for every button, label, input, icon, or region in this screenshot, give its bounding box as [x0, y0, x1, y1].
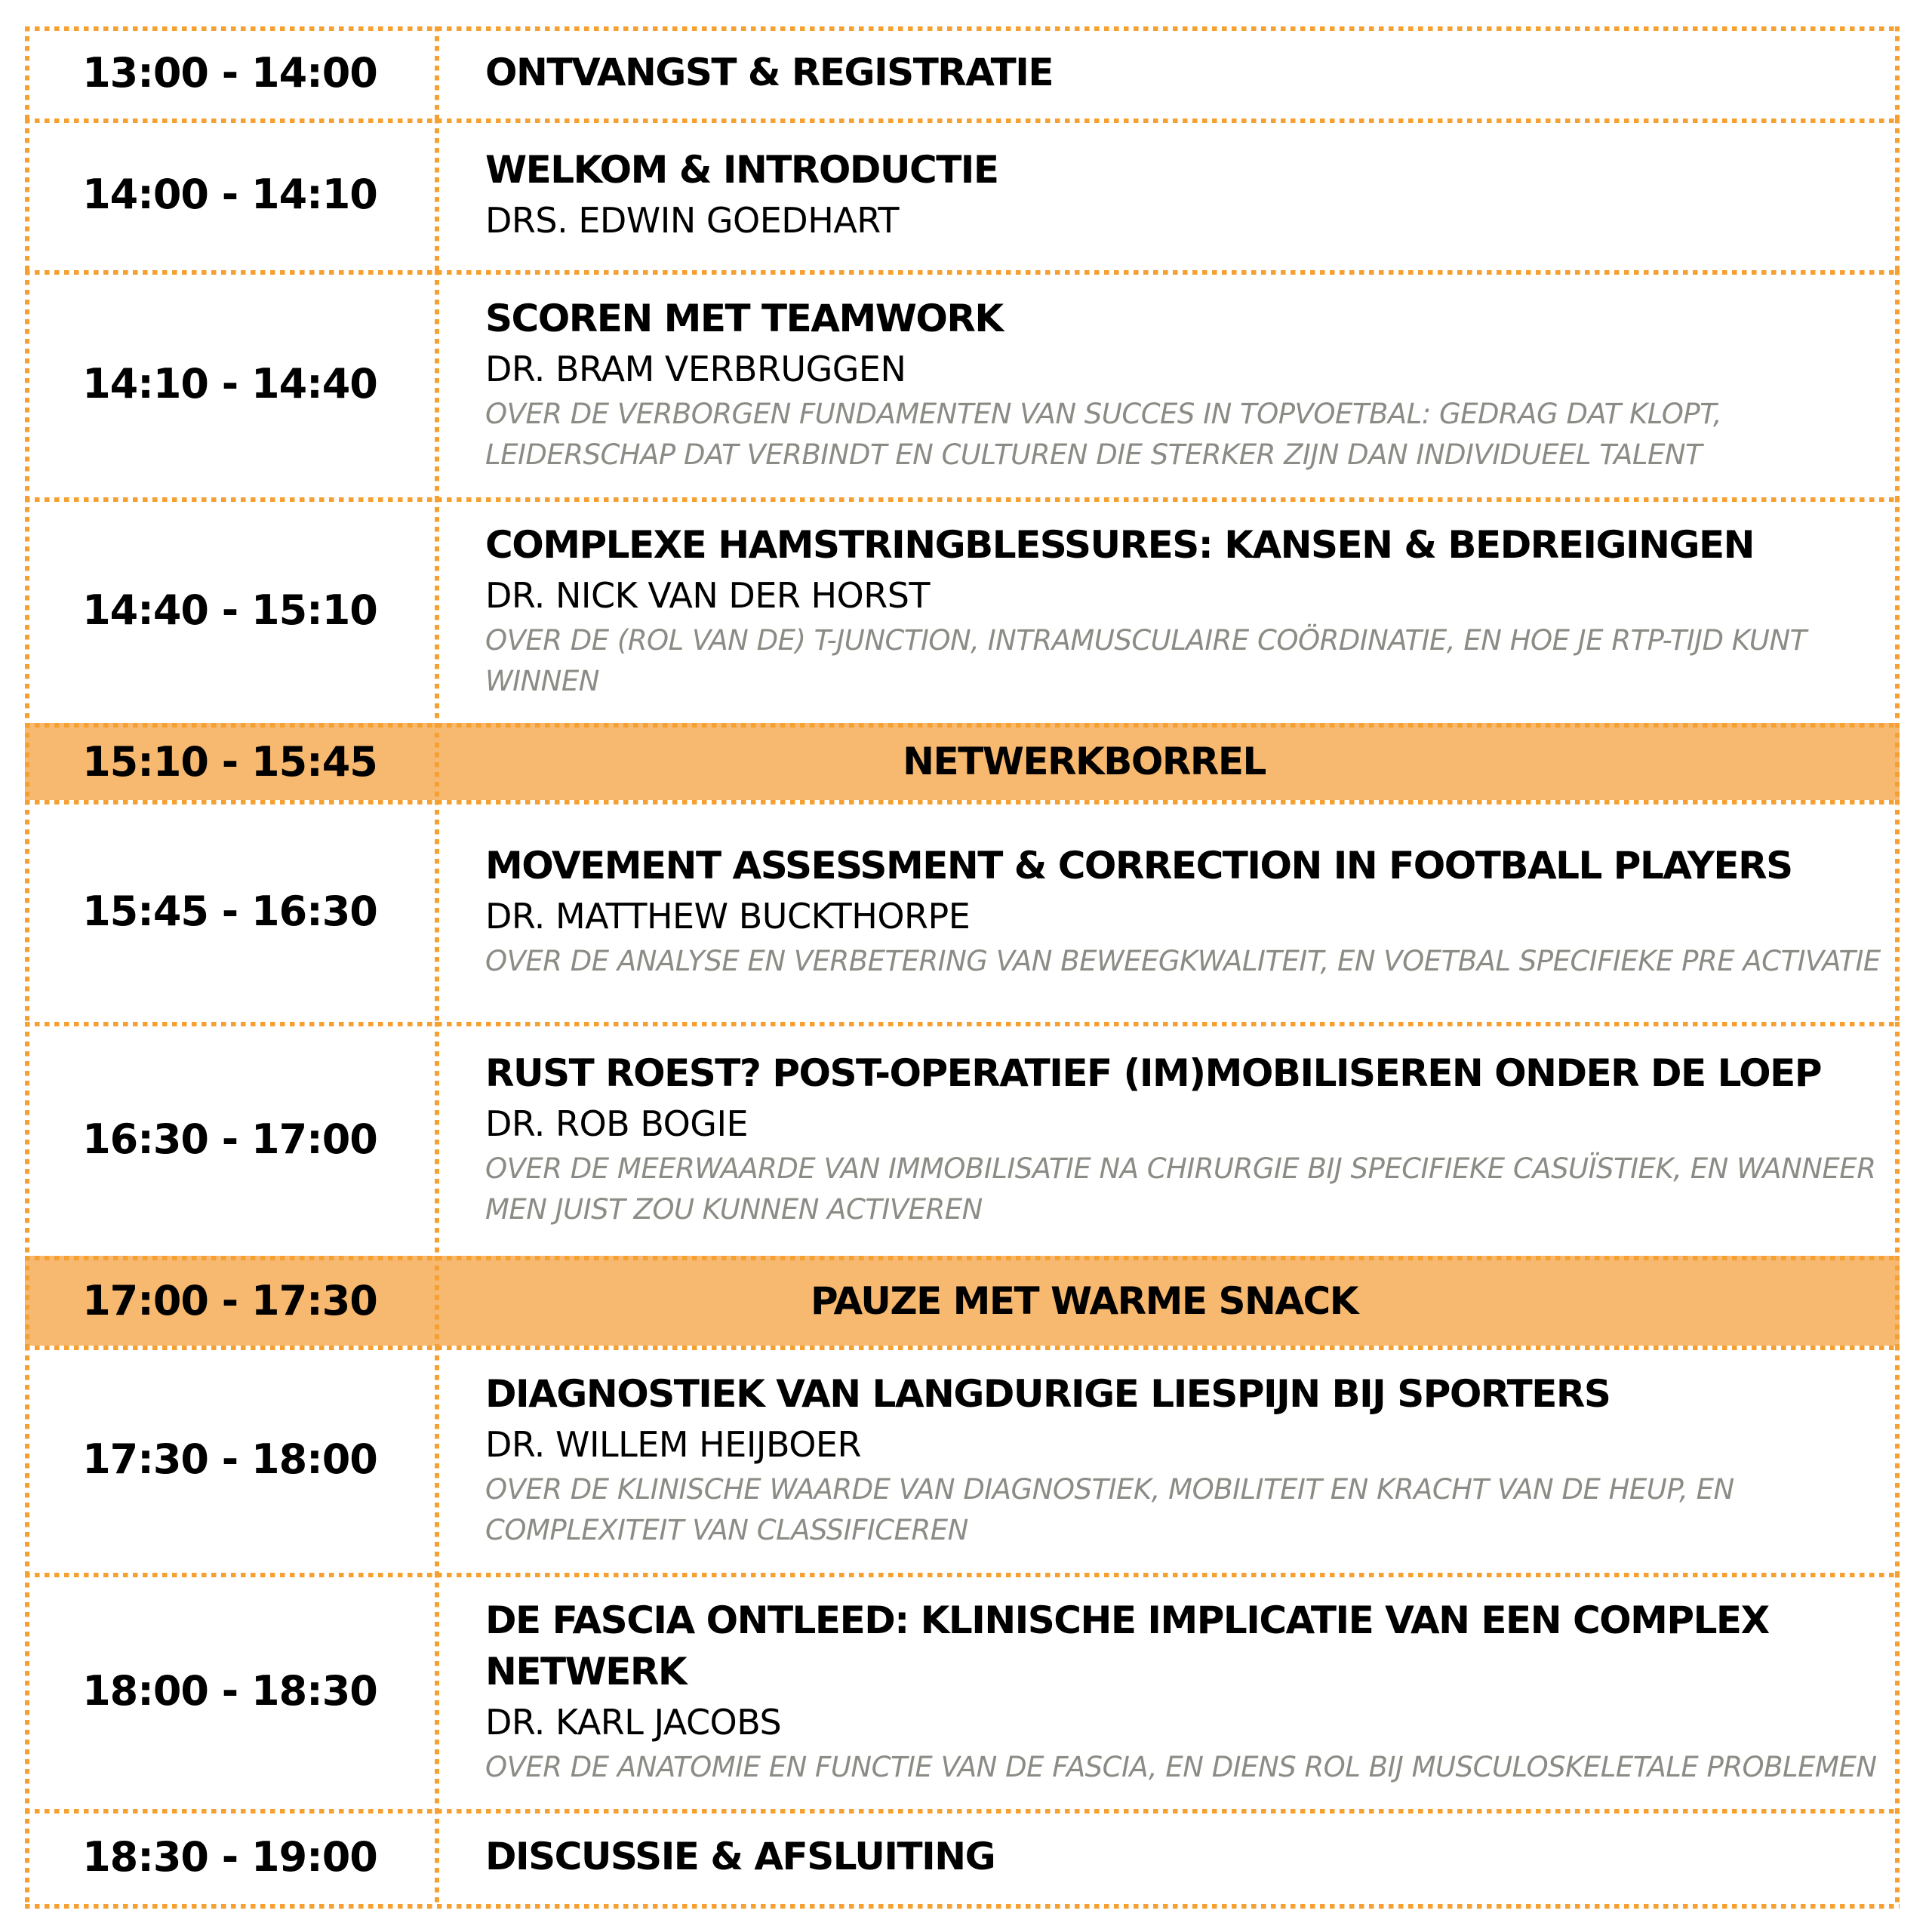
session-description: OVER DE KLINISCHE WAARDE VAN DIAGNOSTIEK, MOBILITEIT EN KRACHT VAN DE HEUP, EN COMPLEXITEIT VAN CLASSIFICEREN	[485, 1472, 1734, 1546]
session-content	[435, 497, 1900, 723]
session-title: PAUZE MET WARME SNACK	[811, 1278, 1358, 1323]
session-content	[435, 118, 1900, 270]
session-time: 15:45 - 16:30	[82, 887, 377, 935]
session-content	[435, 1022, 1900, 1256]
session-time: 17:30 - 18:00	[82, 1435, 377, 1483]
session-content	[435, 800, 1900, 1022]
session-speaker: DR. BRAM VERBRUGGEN	[485, 348, 906, 389]
session-content	[435, 1809, 1900, 1904]
session-row	[25, 26, 1900, 118]
session-row	[25, 800, 1900, 1022]
session-title: DIAGNOSTIEK VAN LANGDURIGE LIESPIJN BIJ SPORTERS	[485, 1371, 1611, 1416]
session-title: NETWERKBORREL	[903, 740, 1266, 783]
session-time: 14:10 - 14:40	[82, 360, 377, 408]
session-speaker: DR. WILLEM HEIJBOER	[485, 1423, 861, 1465]
session-time: 15:10 - 15:45	[82, 737, 377, 786]
session-time: 14:00 - 14:10	[82, 171, 377, 218]
session-title: MOVEMENT ASSESSMENT & CORRECTION IN FOOTBALL PLAYERS	[485, 844, 1792, 888]
session-time: 18:00 - 18:30	[82, 1667, 377, 1715]
session-content	[435, 723, 1900, 800]
session-description: OVER DE ANATOMIE EN FUNCTIE VAN DE FASCIA, EN DIENS ROL BIJ MUSCULOSKELETALE PROBLEMEN	[485, 1750, 1877, 1783]
session-row	[25, 1809, 1900, 1904]
session-row	[25, 118, 1900, 270]
session-content	[435, 270, 1900, 497]
session-content	[435, 26, 1900, 118]
session-title: DISCUSSIE & AFSLUITING	[485, 1835, 995, 1878]
session-content	[435, 1573, 1900, 1809]
session-title: WELKOM & INTRODUCTIE	[485, 147, 998, 192]
session-title: ONTVANGST & REGISTRATIE	[485, 51, 1053, 94]
session-row	[25, 1022, 1900, 1256]
session-title: DE FASCIA ONTLEED: KLINISCHE IMPLICATIE VAN EEN COMPLEX NETWERK	[485, 1598, 1769, 1694]
session-speaker: DR. KARL JACOBS	[485, 1701, 782, 1743]
break-row	[25, 723, 1900, 800]
session-speaker: DR. NICK VAN DER HORST	[485, 574, 931, 616]
session-description: OVER DE ANALYSE EN VERBETERING VAN BEWEEGKWALITEIT, EN VOETBAL SPECIFIEKE PRE ACTIVATIE	[485, 945, 1881, 977]
program-schedule-table	[25, 26, 1900, 1904]
session-title: SCOREN MET TEAMWORK	[485, 296, 1003, 340]
session-content	[435, 1256, 1900, 1346]
session-speaker: DR. ROB BOGIE	[485, 1103, 749, 1144]
session-speaker: DR. MATTHEW BUCKTHORPE	[485, 896, 971, 937]
session-time: 14:40 - 15:10	[82, 586, 377, 634]
session-row	[25, 1346, 1900, 1573]
session-time: 13:00 - 14:00	[82, 48, 377, 97]
break-row	[25, 1256, 1900, 1346]
session-description: OVER DE MEERWAARDE VAN IMMOBILISATIE NA CHIRURGIE BIJ SPECIFIEKE CASUÏSTIEK, EN WANNEER MEN JUIST ZOU KUNNEN ACTIVEREN	[485, 1152, 1876, 1226]
session-description: OVER DE (ROL VAN DE) T-JUNCTION, INTRAMUSCULAIRE COÖRDINATIE, EN HOE JE RTP-TIJD KUNT WINNEN	[485, 623, 1807, 697]
session-title: RUST ROEST? POST-OPERATIEF (IM)MOBILISEREN ONDER DE LOEP	[485, 1051, 1821, 1095]
session-time: 18:30 - 19:00	[82, 1832, 377, 1881]
session-time: 17:00 - 17:30	[82, 1277, 377, 1324]
session-row	[25, 497, 1900, 723]
session-speaker: DRS. EDWIN GOEDHART	[485, 199, 900, 241]
session-content	[435, 1346, 1900, 1573]
session-row	[25, 270, 1900, 497]
session-time: 16:30 - 17:00	[82, 1115, 377, 1163]
session-description: OVER DE VERBORGEN FUNDAMENTEN VAN SUCCES IN TOPVOETBAL: GEDRAG DAT KLOPT, LEIDERSCHAP DAT VERBINDT EN CULTUREN DIE STERKER ZIJN DAN INDIVIDUEEL TALENT	[485, 397, 1722, 471]
session-row	[25, 1573, 1900, 1809]
session-title: COMPLEXE HAMSTRINGBLESSURES: KANSEN & BEDREIGINGEN	[485, 522, 1754, 567]
